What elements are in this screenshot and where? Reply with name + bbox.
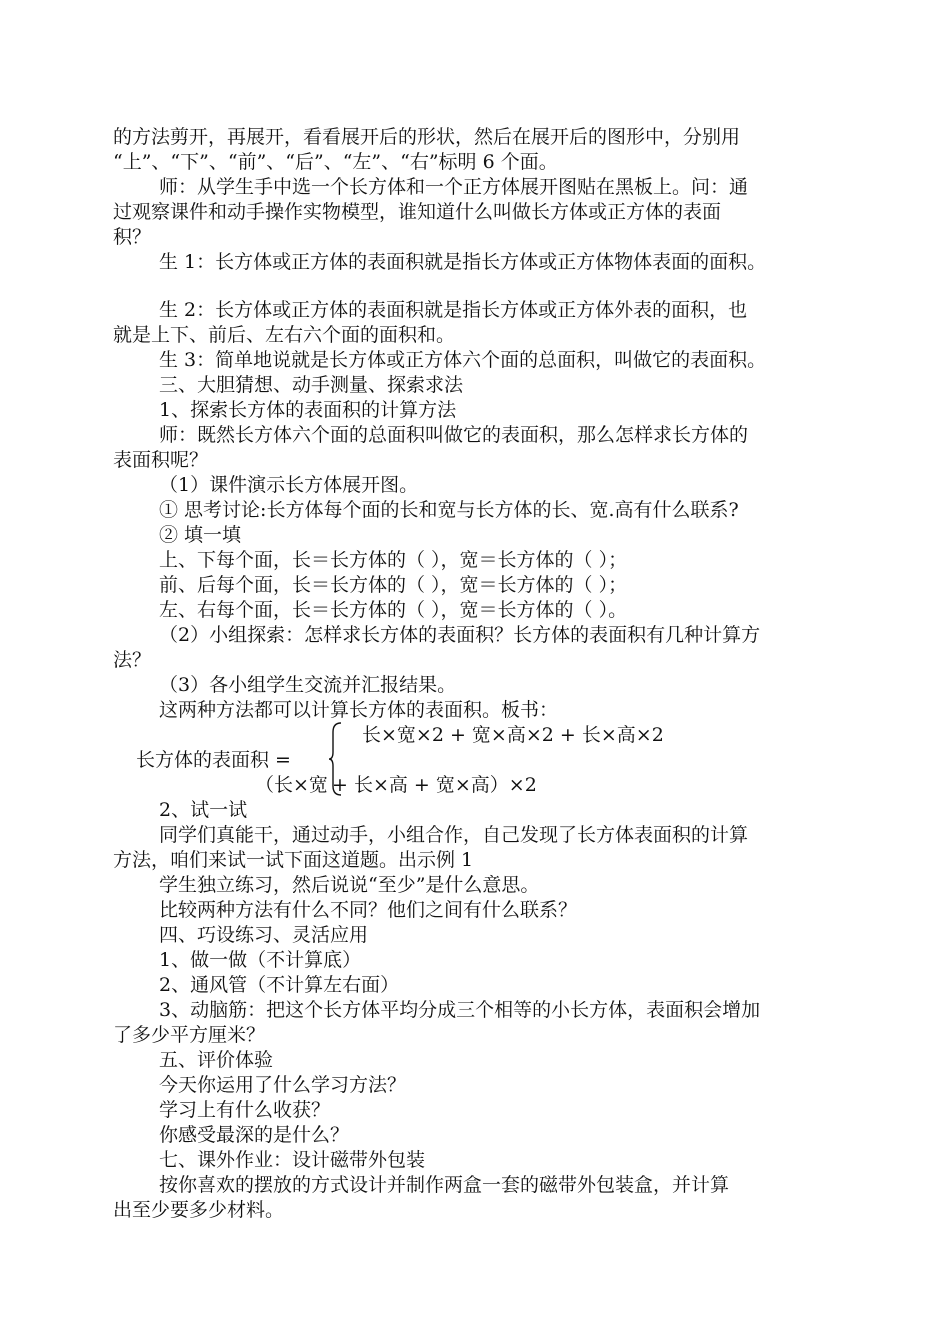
text-line: 生 1：长方体或正方体的表面积就是指长方体或正方体物体表面的面积。 [159, 251, 767, 273]
text-line: 左、右每个面，长＝长方体的（ ），宽＝长方体的（ ）。 [159, 599, 628, 621]
text-line: 积？ [113, 226, 152, 248]
text-line: ② 填一填 [159, 524, 242, 546]
section-heading: 三、大胆猜想、动手测量、探索求法 [159, 374, 464, 396]
text-line: ① 思考讨论:长方体每个面的长和宽与长方体的长、宽.高有什么联系? [159, 499, 739, 521]
text-line: 学生独立练习，然后说说“至少”是什么意思。 [159, 874, 540, 896]
text-line: “上”、“下”、“前”、“后”、“左”、“右”标明 6 个面。 [113, 151, 558, 173]
text-line: 学习上有什么收获？ [159, 1099, 331, 1121]
text-line: 3、动脑筋：把这个长方体平均分成三个相等的小长方体，表面积会增加 [159, 999, 761, 1021]
text-line: 过观察课件和动手操作实物模型，谁知道什么叫做长方体或正方体的表面 [113, 201, 722, 223]
text-line: （3）各小组学生交流并汇报结果。 [159, 674, 457, 696]
section-heading: 五、评价体验 [159, 1049, 274, 1071]
text-line: 1、做一做（不计算底） [159, 949, 362, 971]
text-line: 方法，咱们来试一试下面这道题。出示例 1 [113, 849, 474, 871]
formula-method-one: 长×宽×2 + 宽×高×2 + 长×高×2 [362, 724, 664, 746]
subsection-heading: 1、探索长方体的表面积的计算方法 [159, 399, 457, 421]
text-line: 了多少平方厘米？ [113, 1024, 266, 1046]
text-line: 比较两种方法有什么不同？他们之间有什么联系？ [159, 899, 578, 921]
text-line: 师：既然长方体六个面的总面积叫做它的表面积，那么怎样求长方体的 [159, 424, 749, 446]
section-heading: 四、巧设练习、灵活应用 [159, 924, 369, 946]
text-line: 生 3：简单地说就是长方体或正方体六个面的总面积，叫做它的表面积。 [159, 349, 767, 371]
text-line: 表面积呢？ [113, 449, 209, 471]
text-line: 师：从学生手中选一个长方体和一个正方体展开图贴在黑板上。问：通 [159, 176, 749, 198]
text-line: 生 2：长方体或正方体的表面积就是指长方体或正方体外表的面积，也 [159, 299, 748, 321]
formula-label: 长方体的表面积 = [136, 749, 291, 771]
text-line: 同学们真能干，通过动手，小组合作，自己发现了长方体表面积的计算 [159, 824, 749, 846]
text-line: 出至少要多少材料。 [113, 1199, 285, 1221]
text-line: 2、通风管（不计算左右面） [159, 974, 400, 996]
formula-method-two-right: + 长×高 + 宽×高）×2 [332, 774, 537, 796]
text-line: 前、后每个面，长＝长方体的（ ），宽＝长方体的（ ）； [159, 574, 628, 596]
text-line: 你感受最深的是什么？ [159, 1124, 350, 1146]
subsection-heading: 2、试一试 [159, 799, 248, 821]
text-line: 按你喜欢的摆放的方式设计并制作两盒一套的磁带外包装盒，并计算 [159, 1174, 730, 1196]
section-heading: 七、课外作业：设计磁带外包装 [159, 1149, 426, 1171]
text-line: 就是上下、前后、左右六个面的面积和。 [113, 324, 456, 346]
text-line: （2）小组探索：怎样求长方体的表面积？长方体的表面积有几种计算方 [159, 624, 761, 646]
formula-method-two-left: （长×宽 [255, 774, 328, 796]
text-line: 法？ [113, 649, 152, 671]
text-line: （1）课件演示长方体展开图。 [159, 474, 419, 496]
text-line: 的方法剪开，再展开，看看展开后的形状，然后在展开后的图形中，分别用 [113, 126, 741, 148]
text-line: 上、下每个面，长＝长方体的（ ），宽＝长方体的（ ）； [159, 549, 628, 571]
text-line: 这两种方法都可以计算长方体的表面积。板书： [159, 699, 559, 721]
text-line: 今天你运用了什么学习方法？ [159, 1074, 407, 1096]
